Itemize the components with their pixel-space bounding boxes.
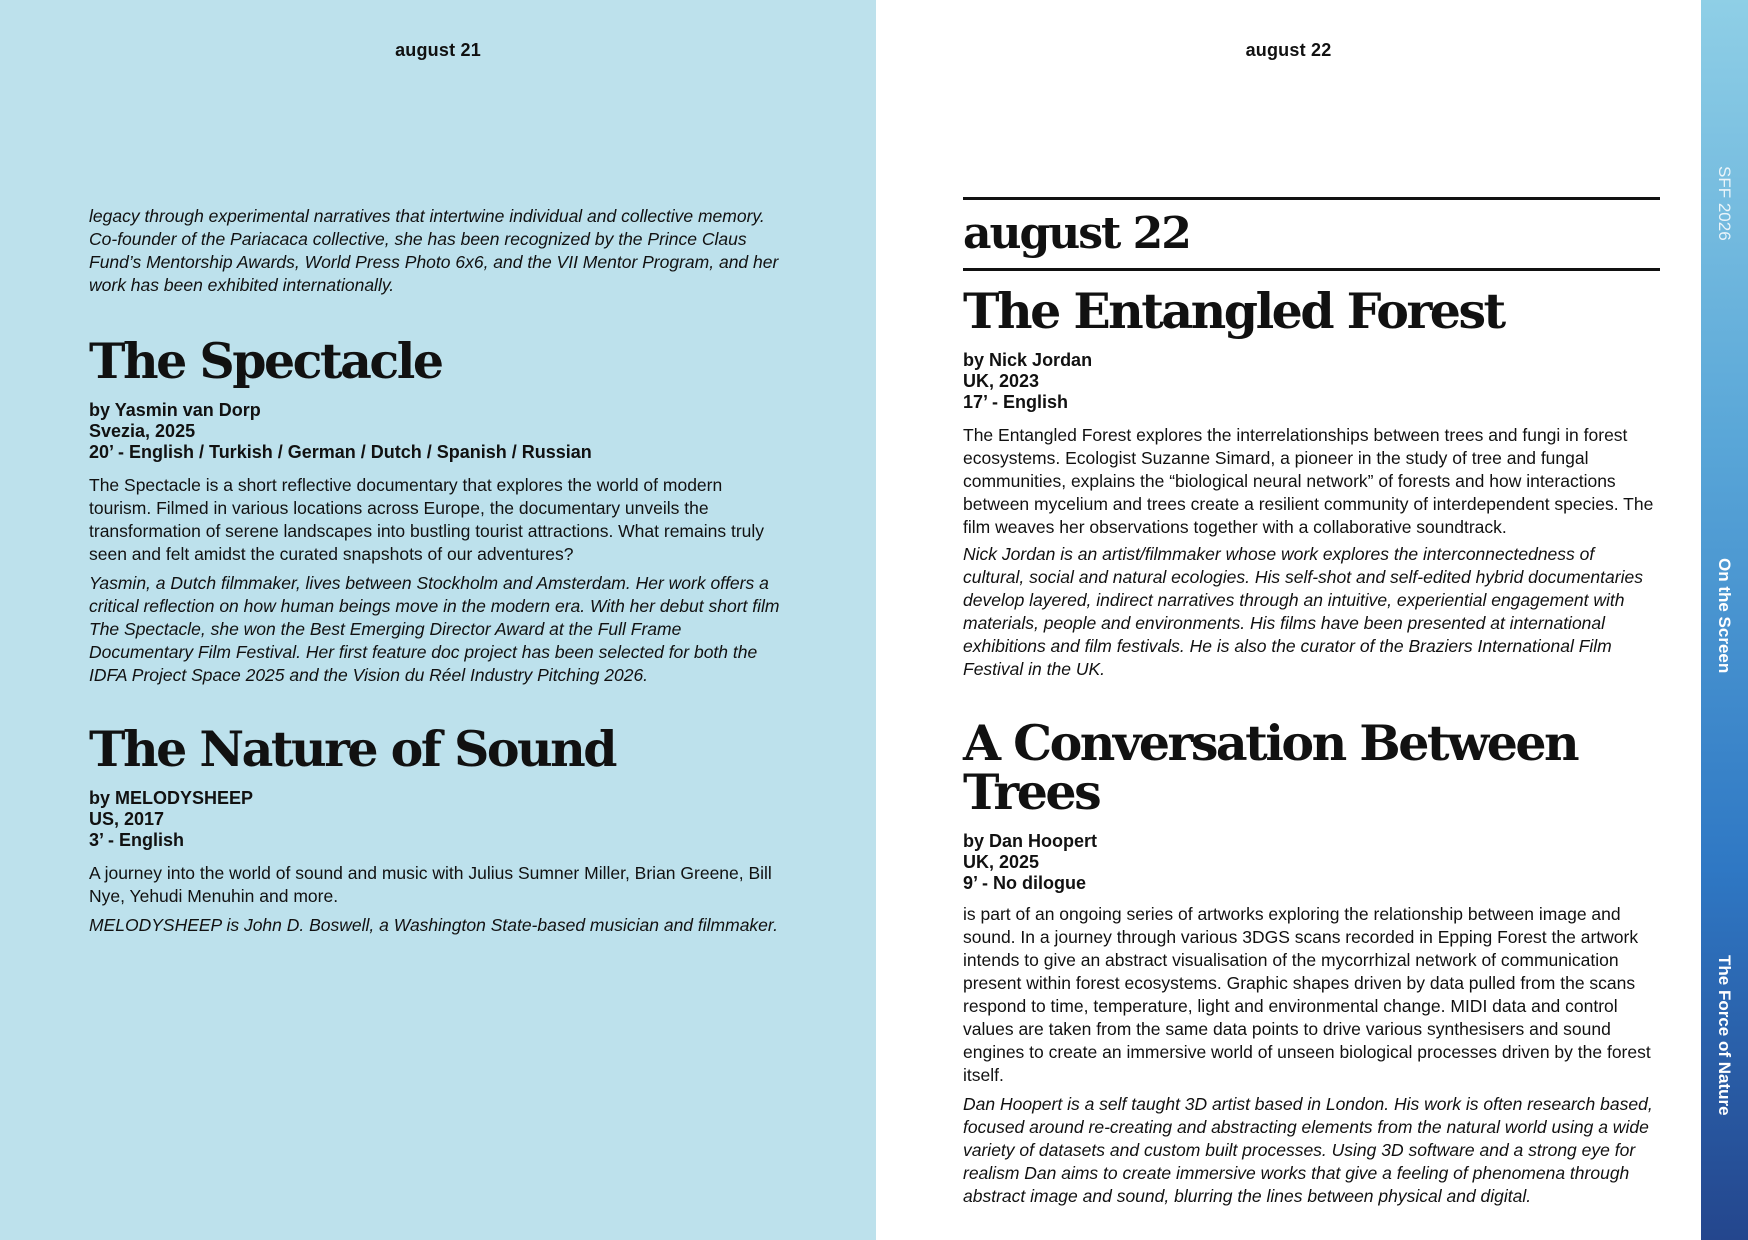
director-bio: Yasmin, a Dutch filmmaker, lives between Stockholm and Amsterdam. Her work offers a critical reflection on how human beings move in the modern era. With her debut short film The Spectacle, she won the Best Emerging Director Award at the Full Frame Documentary Film Festival. Her first feature doc project has been selected for both the IDFA Project Space 2025 and the Vision du Réel Industry Pitching 2026. xyxy=(89,573,780,685)
duration-language: 9’ - No dilogue xyxy=(963,873,1087,893)
running-head-left: august 21 xyxy=(395,40,481,60)
continued-bio: legacy through experimental narratives that intertwine individual and collective memory. Co-founder of the Pariacaca collective, she has been recognized by the Prince Claus Fund’s Mentorship Awards, World Press Photo 6x6, and the VII Mentor Program, and her work has been exhibited internationally. xyxy=(89,206,779,295)
director-name: Yasmin van Dorp xyxy=(114,400,261,420)
director-line xyxy=(963,350,1660,371)
film-title: The Nature of Sound xyxy=(89,720,616,778)
date-heading: august 22 xyxy=(963,208,1190,259)
running-head-right: august 22 xyxy=(1245,40,1332,60)
film-meta xyxy=(963,831,1660,894)
duration-language: 17’ - English xyxy=(963,392,1069,412)
country-year: US, 2017 xyxy=(89,809,165,829)
film-title: A Conversation Between Trees xyxy=(963,714,1578,821)
top-rule xyxy=(963,197,1660,200)
side-tab-label-section: On the Screen xyxy=(1715,558,1734,674)
film-synopsis: The Entangled Forest explores the interrelationships between trees and fungi in forest ecosystems. Ecologist Suzanne Simard, a pioneer in the study of tree and fungal communities, explains the “biological neural network” of forests and how interactions between mycelium and trees create a resilient community of interdependent species. The film weaves her observations together with a collaborative soundtrack. xyxy=(963,425,1654,537)
director-name: MELODYSHEEP xyxy=(115,788,254,808)
director-line xyxy=(89,400,789,421)
right-column xyxy=(963,197,1660,1208)
director-bio: MELODYSHEEP is John D. Boswell, a Washington State-based musician and filmmaker. xyxy=(89,915,778,935)
director-bio: Nick Jordan is an artist/filmmaker whose work explores the interconnectedness of cultural, social and natural ecologies. His self-shot and self-edited hybrid documentaries develop layered, indirect narratives through an intuitive, experiential engagement with materials, people and environments. His films have been presented at international exhibitions and film festivals. He is also the curator of the Braziers International Film Festival in the UK. xyxy=(963,544,1643,679)
duration-language: 20’ - English / Turkish / German / Dutch / Spanish / Russian xyxy=(89,442,592,462)
film-entry xyxy=(963,714,1660,1208)
country-year: Svezia, 2025 xyxy=(89,421,196,441)
side-tab-label-festival: SFF 2026 xyxy=(1715,166,1734,241)
film-entry xyxy=(963,282,1660,681)
film-entry xyxy=(89,332,789,687)
film-meta xyxy=(89,788,789,851)
film-meta xyxy=(963,350,1660,413)
director-name: Dan Hoopert xyxy=(989,831,1098,851)
duration-language: 3’ - English xyxy=(89,830,185,850)
film-entry xyxy=(89,720,789,937)
country-year: UK, 2023 xyxy=(963,371,1040,391)
by-label: by xyxy=(89,400,111,420)
left-column xyxy=(89,205,789,937)
by-label: by xyxy=(963,350,985,370)
country-year: UK, 2025 xyxy=(963,852,1040,872)
by-label: by xyxy=(89,788,111,808)
side-tab-label-theme: The Force of Nature xyxy=(1715,955,1734,1116)
film-meta xyxy=(89,400,789,463)
by-label: by xyxy=(963,831,985,851)
film-synopsis: is part of an ongoing series of artworks exploring the relationship between image and sound. In a journey through various 3DGS scans recorded in Epping Forest the artwork intends to give an abstract visualisation of the mycorrhizal network of communication present within forest ecosystems. Graphic shapes driven by data pulled from the scans respond to time, temperature, light and environmental change. MIDI data and control values are taken from the same data points to drive various synthesisers and sound engines to create an immersive world of unseen biological processes driven by the forest itself. xyxy=(963,904,1651,1085)
director-name: Nick Jordan xyxy=(989,350,1093,370)
director-line xyxy=(963,831,1660,852)
bottom-rule xyxy=(963,268,1660,271)
film-synopsis: A journey into the world of sound and music with Julius Sumner Miller, Brian Greene, Bill Nye, Yehudi Menuhin and more. xyxy=(89,863,772,906)
director-line xyxy=(89,788,789,809)
director-bio: Dan Hoopert is a self taught 3D artist based in London. His work is often research based, focused around re-creating and abstracting elements from the natural world using a wide variety of datasets and custom built processes. Using 3D software and a strong eye for realism Dan aims to create immersive works that give a feeling of phenomena through abstract image and sound, blurring the lines between physical and digital. xyxy=(963,1094,1653,1206)
film-title: The Entangled Forest xyxy=(963,282,1504,340)
film-title: The Spectacle xyxy=(89,332,442,390)
film-synopsis: The Spectacle is a short reflective documentary that explores the world of modern tourism. Filmed in various locations across Europe, the documentary unveils the transformation of serene landscapes into bustling tourist attractions. What remains truly seen and felt amidst the curated snapshots of our adventures? xyxy=(89,475,765,564)
